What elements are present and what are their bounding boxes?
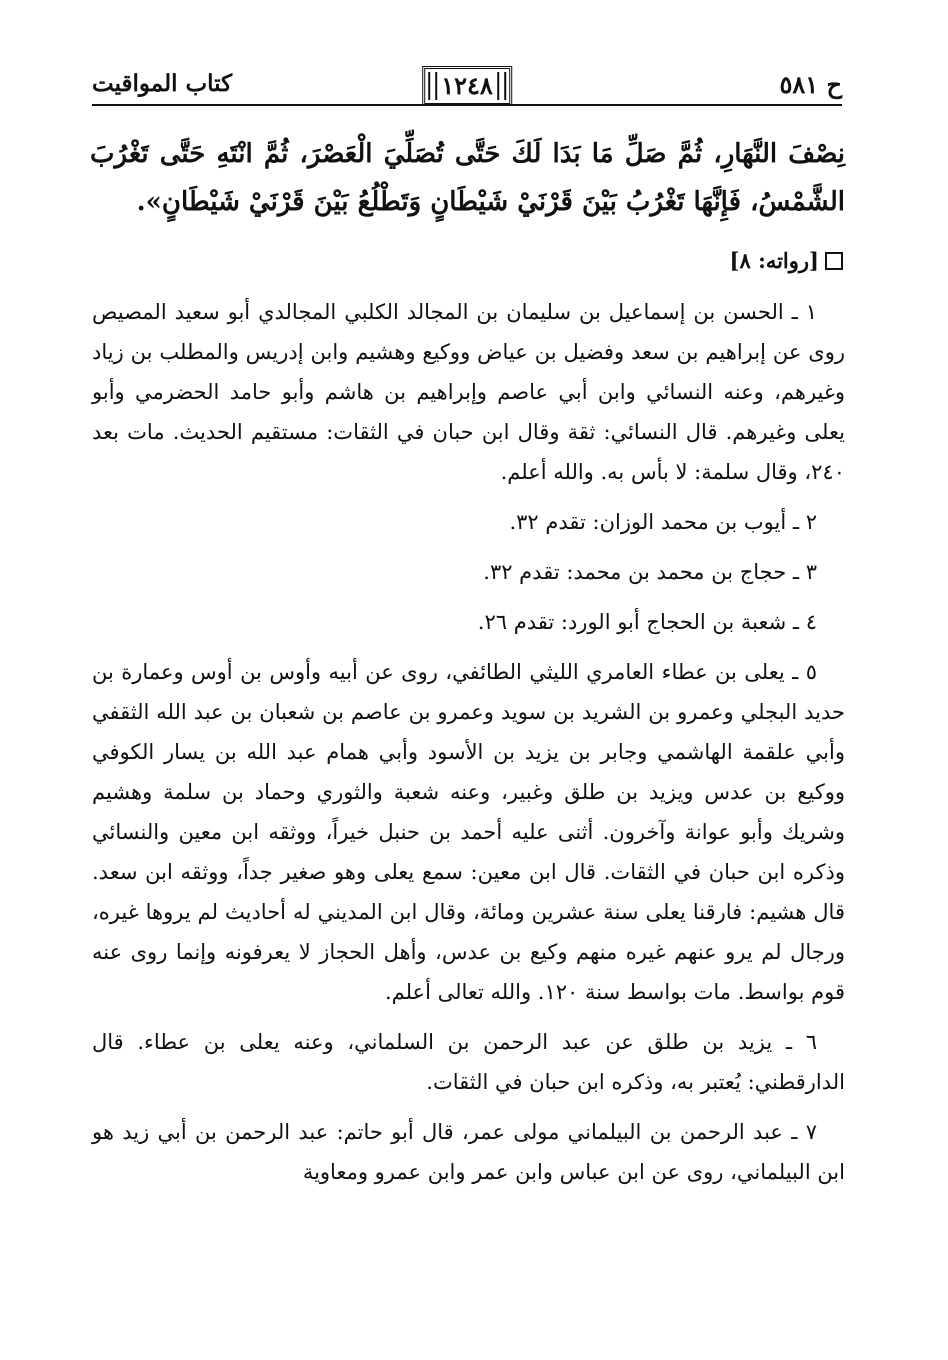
page-header: [92, 66, 842, 106]
hadith-text: نِصْفَ النَّهَارِ، ثُمَّ صَلِّ مَا بَدَا لَكَ حَتَّى تُصَلِّيَ الْعَصْرَ، ثُمَّ انْتَهِ حَتَّى تَغْرُبَ الشَّمْسُ، فَإِنَّهَا تَغْرُبُ بَيْنَ قَرْنَيْ شَيْطَانٍ وَتَطْلُعُ بَيْنَ قَرْنَيْ شَيْطَانٍ».: [90, 139, 845, 217]
narrator-entry: ٦ ـ يزيد بن طلق عن عبد الرحمن بن السلماني، وعنه يعلى بن عطاء. قال الدارقطني: يُعتبر به، وذكره ابن حبان في الثقات.: [92, 1030, 845, 1094]
narrators-list: [92, 292, 845, 1202]
narrator-entry: ٢ ـ أيوب بن محمد الوزان: تقدم ٣٢.: [509, 510, 817, 534]
narrator-entry: ١ ـ الحسن بن إسماعيل بن سليمان بن المجالد الكلبي المجالدي أبو سعيد المصيص روى عن إبراهيم بن سعد وفضيل بن عياض ووكيع وهشيم وابن إدريس والمطلب بن زياد وغيرهم، وعنه النسائي وابن أبي عاصم وإبراهيم بن هاشم وأبو حامد الحضرمي وأبو يعلى وغيرهم. قال النسائي: ثقة وقال ابن حبان في الثقات: مستقيم الحديث. مات بعد ٢٤٠، وقال سلمة: لا بأس به. والله أعلم.: [92, 300, 845, 484]
page-number: ١٢٤٨: [422, 66, 512, 106]
narrator-entry: ٧ ـ عبد الرحمن بن البيلماني مولى عمر، قال أبو حاتم: عبد الرحمن بن أبي زيد هو ابن البيلماني، روى عن ابن عباس وابن عمر وابن عمرو ومعاوية: [92, 1120, 845, 1184]
book-title: كتاب المواقيت: [92, 70, 233, 97]
square-box-icon: [825, 252, 843, 270]
section-heading-label: [رواته: ٨]: [729, 248, 819, 273]
volume-number: ح ٥٨١: [779, 70, 842, 99]
section-heading: [730, 248, 843, 273]
narrator-entry: ٣ ـ حجاج بن محمد بن محمد: تقدم ٣٢.: [483, 560, 817, 584]
header-divider: [92, 104, 842, 106]
narrator-entry: ٤ ـ شعبة بن الحجاج أبو الورد: تقدم ٢٦.: [477, 610, 817, 634]
narrator-entry: ٥ ـ يعلى بن عطاء العامري الليثي الطائفي، روى عن أبيه وأوس بن أوس وعمارة بن حديد البجلي وعمرو بن الشريد بن سويد وعمرو بن عاصم بن شعبان بن عبد الله الثقفي وأبي علقمة الهاشمي وجابر بن يزيد بن الأسود وأبي همام عبد الله بن يسار الكوفي ووكيع بن عدس ويزيد بن طلق وغبير، وعنه شعبة والثوري وحماد بن سلمة وهشيم وشريك وأبو عوانة وآخرون. أثنى عليه أحمد بن حنبل خيراً، ووثقه ابن معين والنسائي وذكره ابن حبان في الثقات. قال ابن معين: سمع يعلى وهو صغير جداً، ووثقه ابن سعد. قال هشيم: فارقنا يعلى سنة عشرين ومائة، وقال ابن المديني له أحاديث لم يروها غيره، ورجال لم يرو عنهم غيره منهم وكيع بن عدس، وأهل الحجاز لا يعرفونه وإنما روى عنه قوم بواسط. مات بواسط سنة ١٢٠. والله تعالى أعلم.: [92, 660, 845, 1004]
